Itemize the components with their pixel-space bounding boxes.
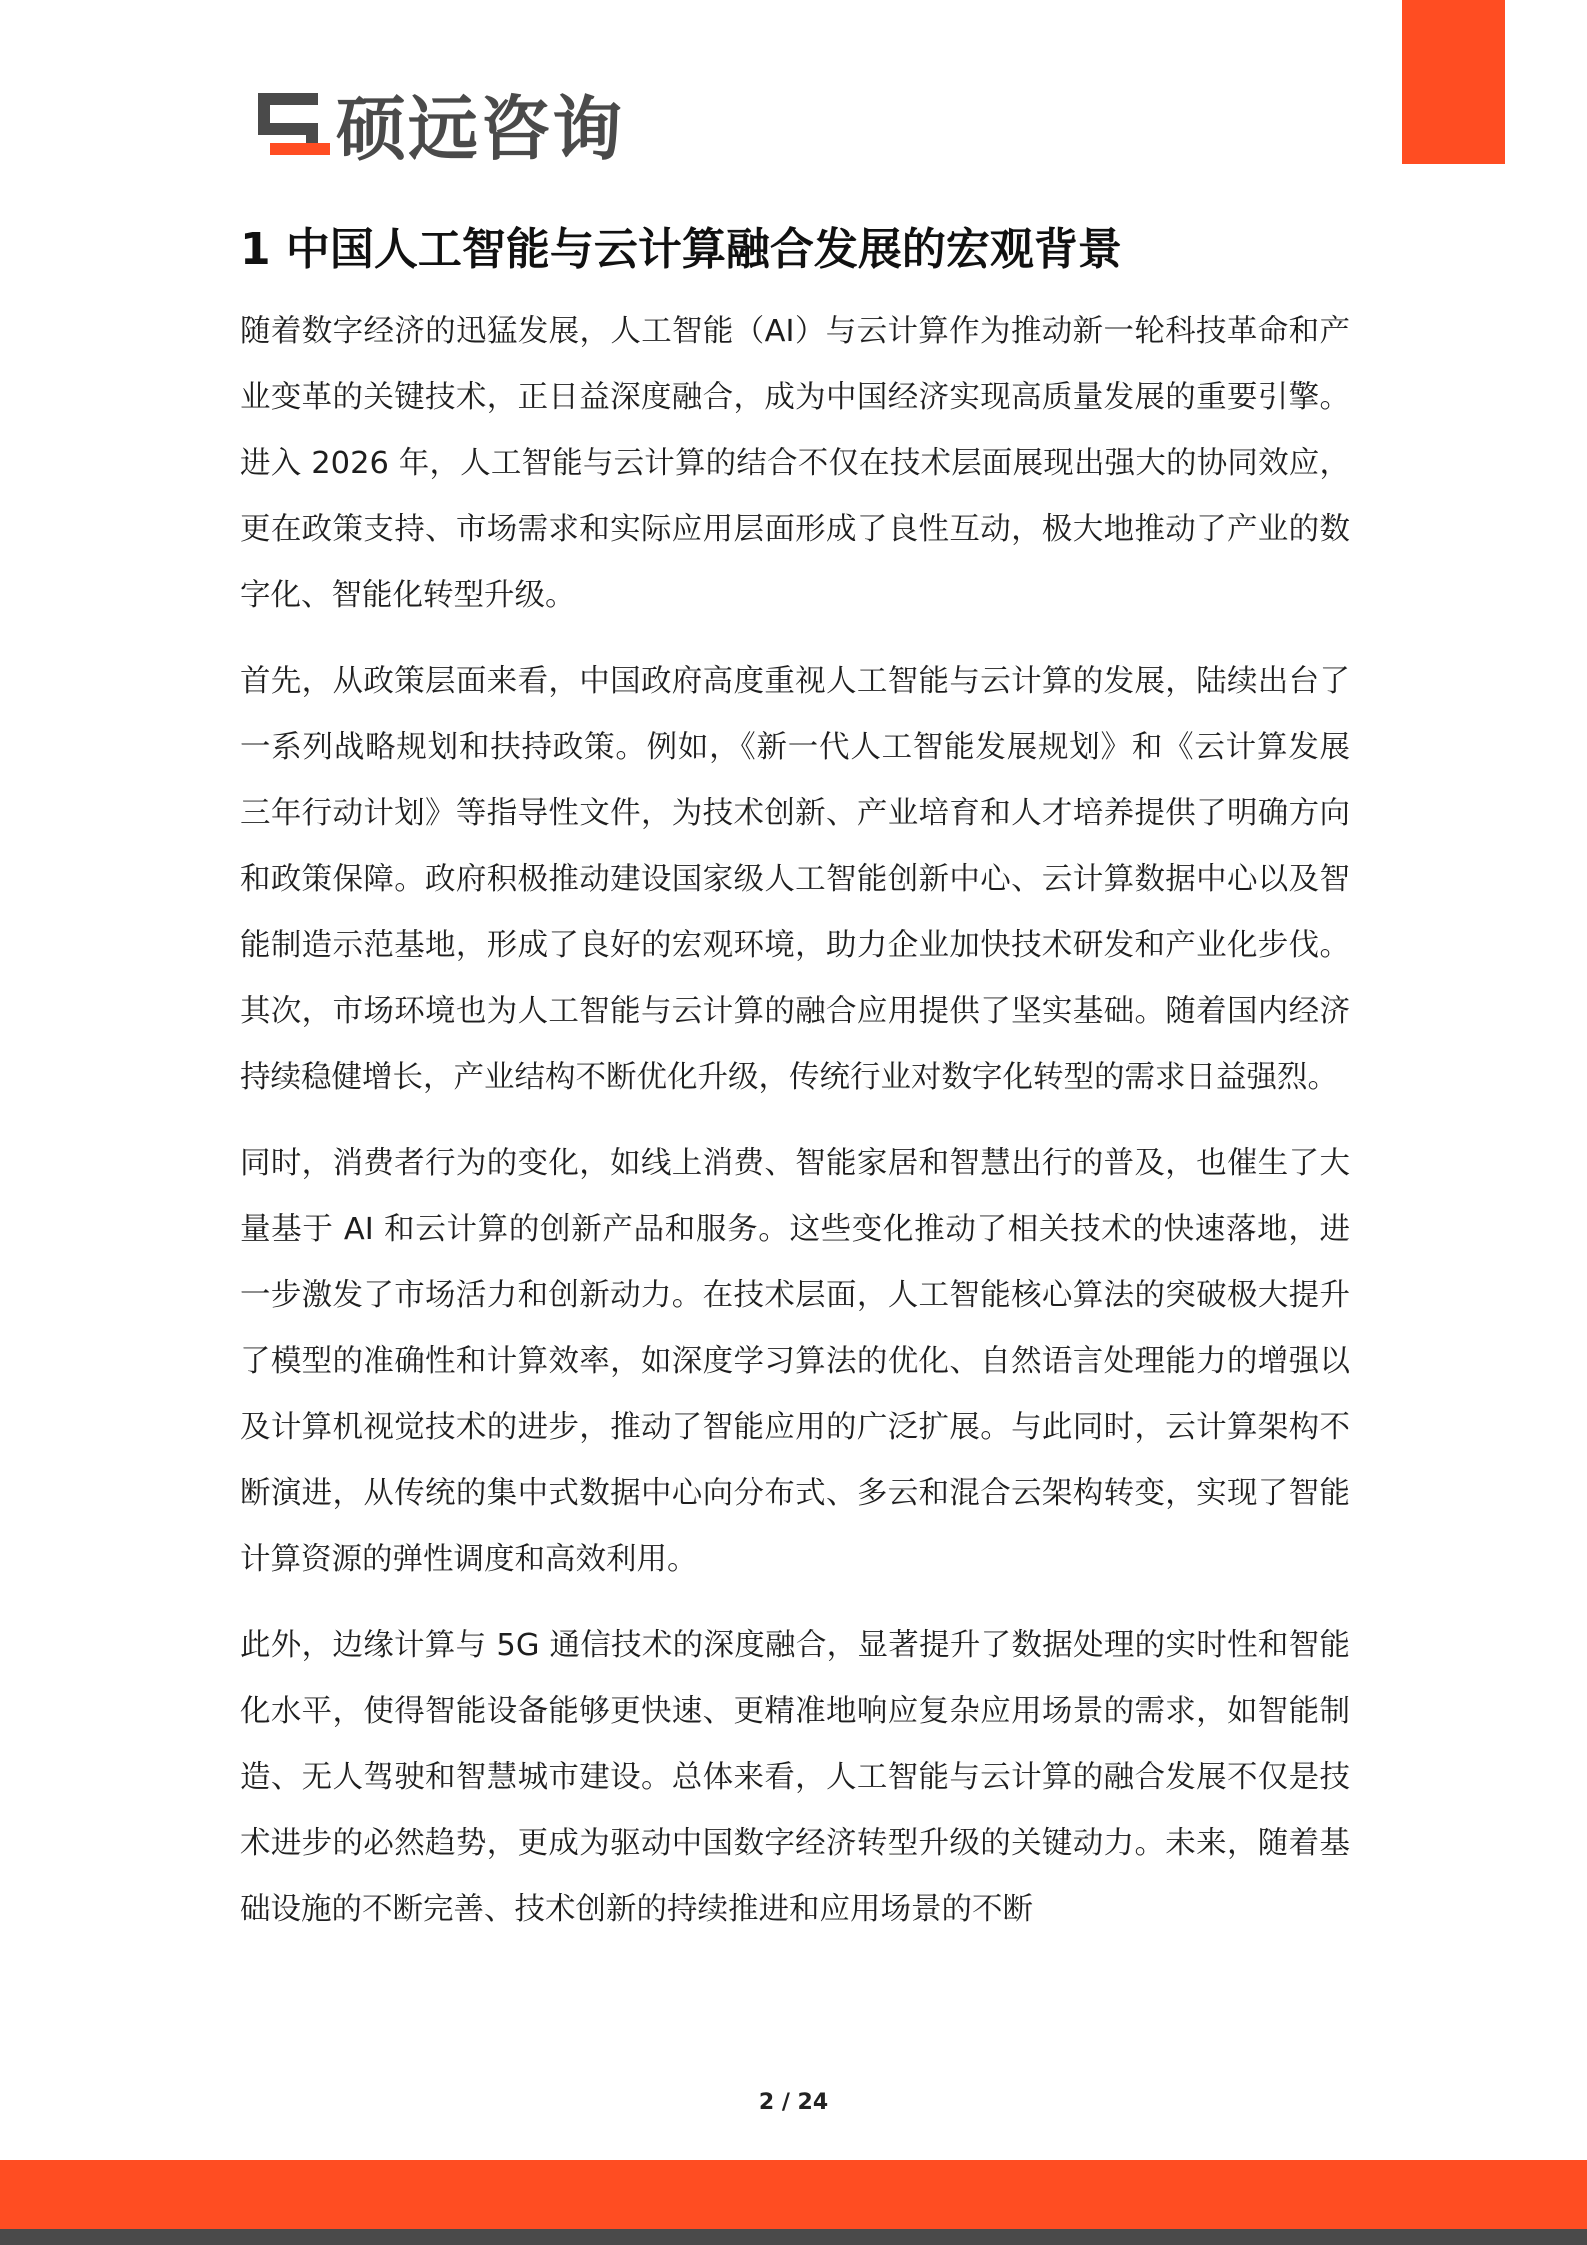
- corner-accent-tab: [1402, 0, 1505, 164]
- paragraph: 随着数字经济的迅猛发展，人工智能（AI）与云计算作为推动新一轮科技革命和产业变革的关键技术，正日益深度融合，成为中国经济实现高质量发展的重要引擎。进入 2026 年，人工智能与云计算的结合不仅在技术层面展现出强大的协同效应，更在政策支持、市场需求和实际应用层面形成了良性互动，极大地推动了产业的数字化、智能化转型升级。: [240, 314, 1350, 613]
- brand-name: 硕远咨询: [336, 88, 624, 170]
- body-text: [240, 299, 1350, 2019]
- paragraph: 同时，消费者行为的变化，如线上消费、智能家居和智慧出行的普及，也催生了大量基于 AI 和云计算的创新产品和服务。这些变化推动了相关技术的快速落地，进一步激发了市场活力和创新动力。在技术层面，人工智能核心算法的突破极大提升了模型的准确性和计算效率，如深度学习算法的优化、自然语言处理能力的增强以及计算机视觉技术的进步，推动了智能应用的广泛扩展。与此同时，云计算架构不断演进，从传统的集中式数据中心向分布式、多云和混合云架构转变，实现了智能计算资源的弹性调度和高效利用。: [240, 1146, 1350, 1577]
- footer-accent-bar: [0, 2160, 1587, 2229]
- s-bracket-logo-icon: [258, 93, 330, 165]
- paragraph: 此外，边缘计算与 5G 通信技术的深度融合，显著提升了数据处理的实时性和智能化水平，使得智能设备能够更快速、更精准地响应复杂应用场景的需求，如智能制造、无人驾驶和智慧城市建设。总体来看，人工智能与云计算的融合发展不仅是技术进步的必然趋势，更成为驱动中国数字经济转型升级的关键动力。未来，随着基础设施的不断完善、技术创新的持续推进和应用场景的不断: [240, 1628, 1350, 1927]
- section-title: 1 中国人工智能与云计算融合发展的宏观背景: [240, 224, 1122, 275]
- page-number: 2 / 24: [758, 2090, 829, 2115]
- footer-dark-bar: [0, 2229, 1587, 2245]
- brand-logo: [258, 90, 624, 168]
- paragraph: 首先，从政策层面来看，中国政府高度重视人工智能与云计算的发展，陆续出台了一系列战略规划和扶持政策。例如，《新一代人工智能发展规划》和《云计算发展三年行动计划》等指导性文件，为技术创新、产业培育和人才培养提供了明确方向和政策保障。政府积极推动建设国家级人工智能创新中心、云计算数据中心以及智能制造示范基地，形成了良好的宏观环境，助力企业加快技术研发和产业化步伐。其次，市场环境也为人工智能与云计算的融合应用提供了坚实基础。随着国内经济持续稳健增长，产业结构不断优化升级，传统行业对数字化转型的需求日益强烈。: [240, 664, 1350, 1095]
